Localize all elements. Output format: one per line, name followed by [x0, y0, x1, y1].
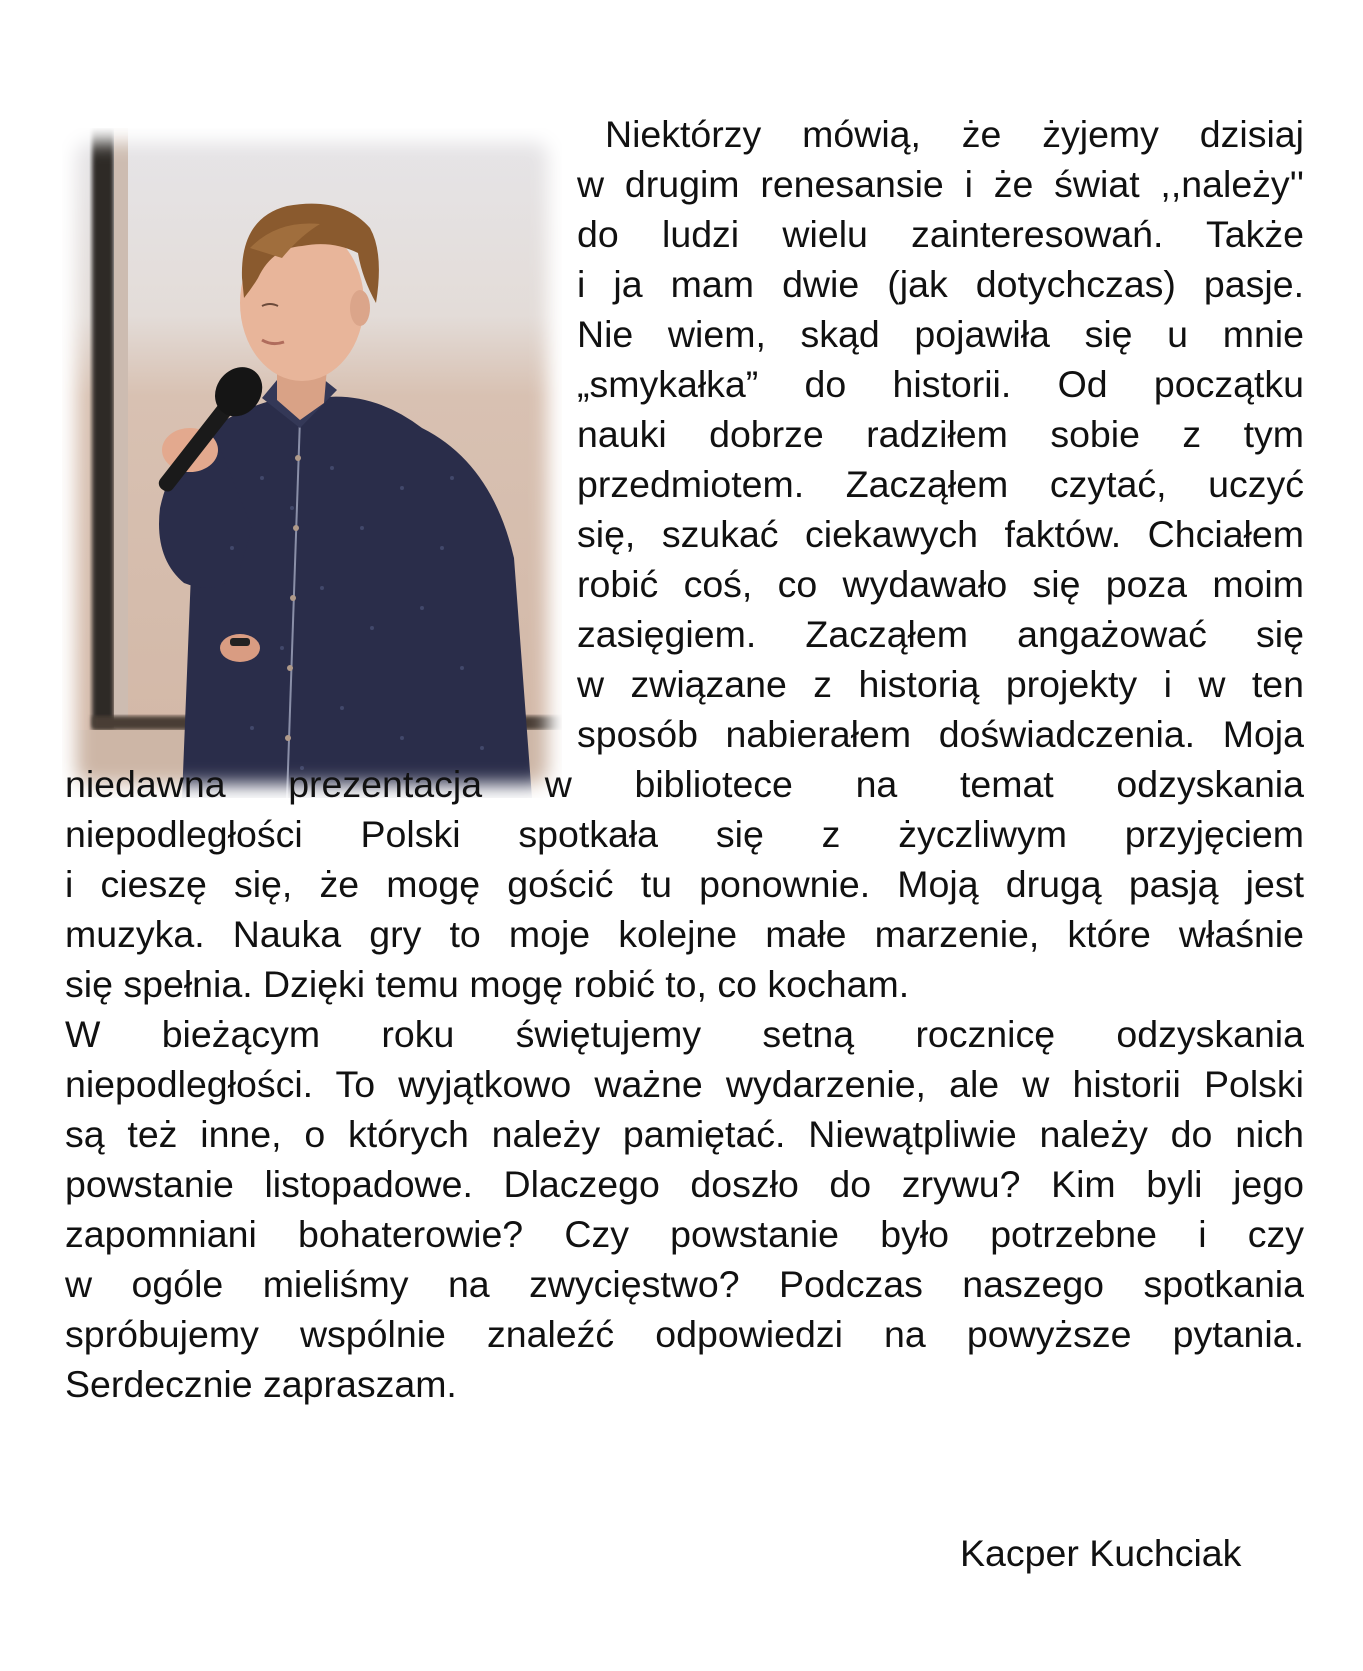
- text-line: powstanie listopadowe. Dlaczego doszło do zrywu? Kim byli jego: [65, 1163, 1304, 1205]
- text-line: robić coś, co wydawało się poza moim: [577, 563, 1304, 605]
- text-line: się spełnia. Dzięki temu mogę robić to, co kocham.: [65, 963, 910, 1005]
- text-line: do ludzi wielu zainteresowań. Także: [577, 213, 1304, 255]
- text-line: spróbujemy wspólnie znaleźć odpowiedzi na powyższe pytania.: [65, 1313, 1304, 1355]
- text-line: niedawna prezentacja w bibliotece na temat odzyskania: [65, 763, 1304, 805]
- text-line: niepodległości. To wyjątkowo ważne wydarzenie, ale w historii Polski: [65, 1063, 1304, 1105]
- text-line: Niektórzy mówią, że żyjemy dzisiaj: [605, 113, 1304, 155]
- text-line: zapomniani bohaterowie? Czy powstanie było potrzebne i czy: [65, 1213, 1304, 1255]
- text-line: „smykałka” do historii. Od początku: [577, 363, 1304, 405]
- text-line: się, szukać ciekawych faktów. Chciałem: [577, 513, 1304, 555]
- text-line: i cieszę się, że mogę gościć tu ponownie. Moją drugą pasją jest: [65, 863, 1304, 905]
- text-line: zasięgiem. Zacząłem angażować się: [577, 613, 1304, 655]
- text-line: Serdecznie zapraszam.: [65, 1363, 457, 1405]
- author-signature: Kacper Kuchciak: [960, 1532, 1242, 1574]
- text-line: niepodległości Polski spotkała się z życzliwym przyjęciem: [65, 813, 1304, 855]
- text-line: są też inne, o których należy pamiętać. Niewątpliwie należy do nich: [65, 1113, 1304, 1155]
- text-line: przedmiotem. Zacząłem czytać, uczyć: [577, 463, 1304, 505]
- text-line: muzyka. Nauka gry to moje kolejne małe marzenie, które właśnie: [65, 913, 1304, 955]
- text-line: W bieżącym roku świętujemy setną rocznicę odzyskania: [65, 1013, 1304, 1055]
- text-line: Nie wiem, skąd pojawiła się u mnie: [577, 313, 1304, 355]
- text-line: w drugim renesansie i że świat ,,należy'': [577, 163, 1304, 205]
- text-line: sposób nabierałem doświadczenia. Moja: [577, 713, 1304, 755]
- speaker-photo-illustration: [62, 128, 562, 798]
- text-line: w związane z historią projekty i w ten: [577, 663, 1304, 705]
- text-line: nauki dobrze radziłem sobie z tym: [577, 413, 1304, 455]
- text-line: w ogóle mieliśmy na zwycięstwo? Podczas naszego spotkania: [65, 1263, 1304, 1305]
- text-line: i ja mam dwie (jak dotychczas) pasje.: [577, 263, 1304, 305]
- speaker-photo: [62, 128, 562, 798]
